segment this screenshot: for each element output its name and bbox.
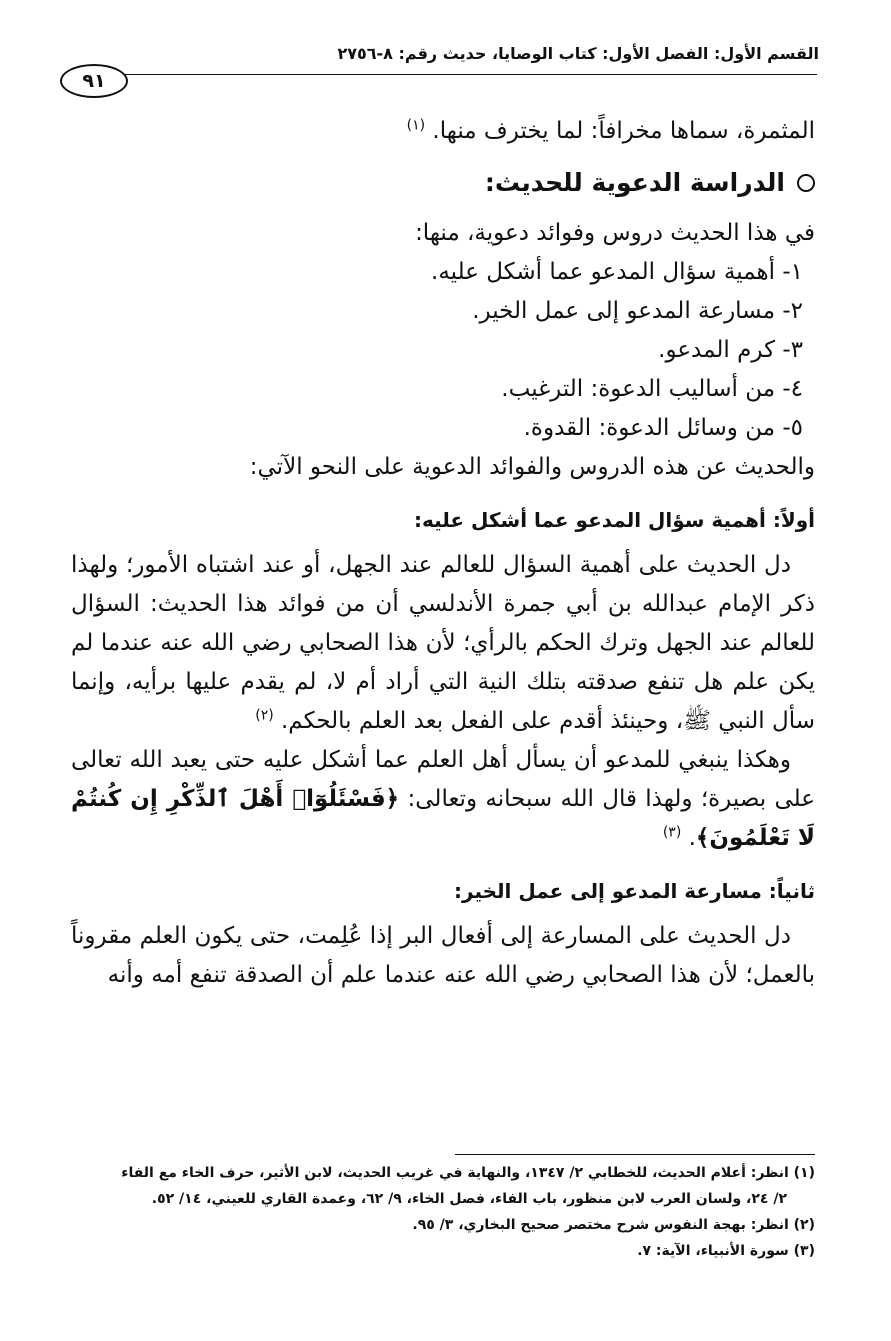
list-item: ٥- من وسائل الدعوة: القدوة.: [523, 415, 803, 441]
footnote-ref-3: (٣): [662, 824, 682, 841]
list-item: ١- أهمية سؤال المدعو عما أشكل عليه.: [431, 259, 803, 285]
section2-paragraph: دل الحديث على المسارعة إلى أفعال البر إذا عُلِمت، حتى يكون العلم مقروناً بالعمل؛ لأن هذا الصحابي رضي الله عنه عندما علم أن الصدقة تنفع أمه وأنه: [71, 923, 815, 988]
footnote-1: (١) انظر: أعلام الحديث، للخطابي ٢/ ١٣٤٧، والنهاية في غريب الحديث، لابن الأثير، حرف الخاء مع الفاء: [121, 1165, 815, 1181]
opening-line: [71, 112, 815, 151]
running-title: القسم الأول: الفصل الأول: كتاب الوصايا، حديث رقم: ٨-٢٧٥٦: [337, 44, 819, 63]
quran-verse: ﴿فَسْئَلُوٓا۟ أَهْلَ ٱلذِّكْرِ إِن كُنتُمْ لَا تَعْلَمُونَ﴾: [71, 786, 815, 851]
footnote-1-continued: ٢/ ٢٤، ولسان العرب لابن منظور، باب الفاء، فصل الخاء، ٩/ ٦٢، وعمدة القاري للعيني، ١٤/ ٥٢.: [151, 1191, 787, 1207]
footnote-3: (٣) سورة الأنبياء، الآية: ٧.: [637, 1243, 815, 1259]
transition-line: والحديث عن هذه الدروس والفوائد الدعوية على النحو الآتي:: [249, 454, 815, 480]
list-item: ٣- كرم المدعو.: [658, 337, 803, 363]
section1-paragraph-2: وهكذا ينبغي للمدعو أن يسأل أهل العلم عما أشكل عليه حتى يعبد الله تعالى على بصيرة؛ ولهذا قال الله سبحانه وتعالى: ﴿فَسْئَلُوٓا۟ أَهْلَ ٱلذِّكْرِ إِن كُنتُمْ لَا تَعْلَمُونَ﴾. $^{(٣)}$: [71, 747, 816, 851]
footnote-ref-1: (١): [406, 117, 426, 134]
main-heading-text: الدراسة الدعوية للحديث:: [484, 168, 785, 197]
circle-bullet-icon: [797, 174, 815, 192]
section1-paragraph: [71, 546, 815, 741]
section1-paragraph-2-text: وهكذا ينبغي للمدعو أن يسأل أهل العلم عما أشكل عليه حتى يعبد الله تعالى على بصيرة؛ ولهذا قال الله سبحانه وتعالى:: [71, 747, 816, 812]
footnotes: [71, 1160, 815, 1264]
footnote-ref-2: (٢): [255, 707, 274, 724]
main-heading: [71, 163, 815, 202]
section1-paragraph-text: دل الحديث على أهمية السؤال للعالم عند الجهل، أو عند اشتباه الأمور؛ ولهذا ذكر الإمام عبدالله بن أبي جمرة الأندلسي أن من فوائد هذا الحديث: السؤال للعالم عند الجهل وترك الحكم بالرأي؛ لأن هذا الصحابي رضي الله عنه عندما لم يكن علم هل تنفع صدقته بتلك النية التي أراد أم لا، لم يقدم عليها برأيه، وإنما سأل النبي ﷺ، وحينئذ أقدم على الفعل بعد العلم بالحكم.: [71, 552, 815, 734]
list-item: ٤- من أساليب الدعوة: الترغيب.: [501, 376, 803, 402]
opening-line-text: المثمرة، سماها مخرافاً: لما يخترف منها.: [432, 118, 815, 144]
intro-line: في هذا الحديث دروس وفوائد دعوية، منها:: [415, 220, 815, 246]
list-item: ٢- مسارعة المدعو إلى عمل الخير.: [472, 298, 803, 324]
page-number: ٩١: [60, 64, 128, 98]
footnote-rule: [455, 1154, 815, 1155]
section-heading-1: أولاً: أهمية سؤال المدعو عما أشكل عليه:: [413, 508, 815, 532]
header-rule: [120, 74, 817, 75]
section-heading-2: ثانياً: مسارعة المدعو إلى عمل الخير:: [454, 879, 815, 903]
body-text: [71, 112, 815, 995]
footnote-2: (٢) انظر: بهجة النفوس شرح مختصر صحيح البخاري، ٣/ ٩٥.: [412, 1217, 815, 1233]
